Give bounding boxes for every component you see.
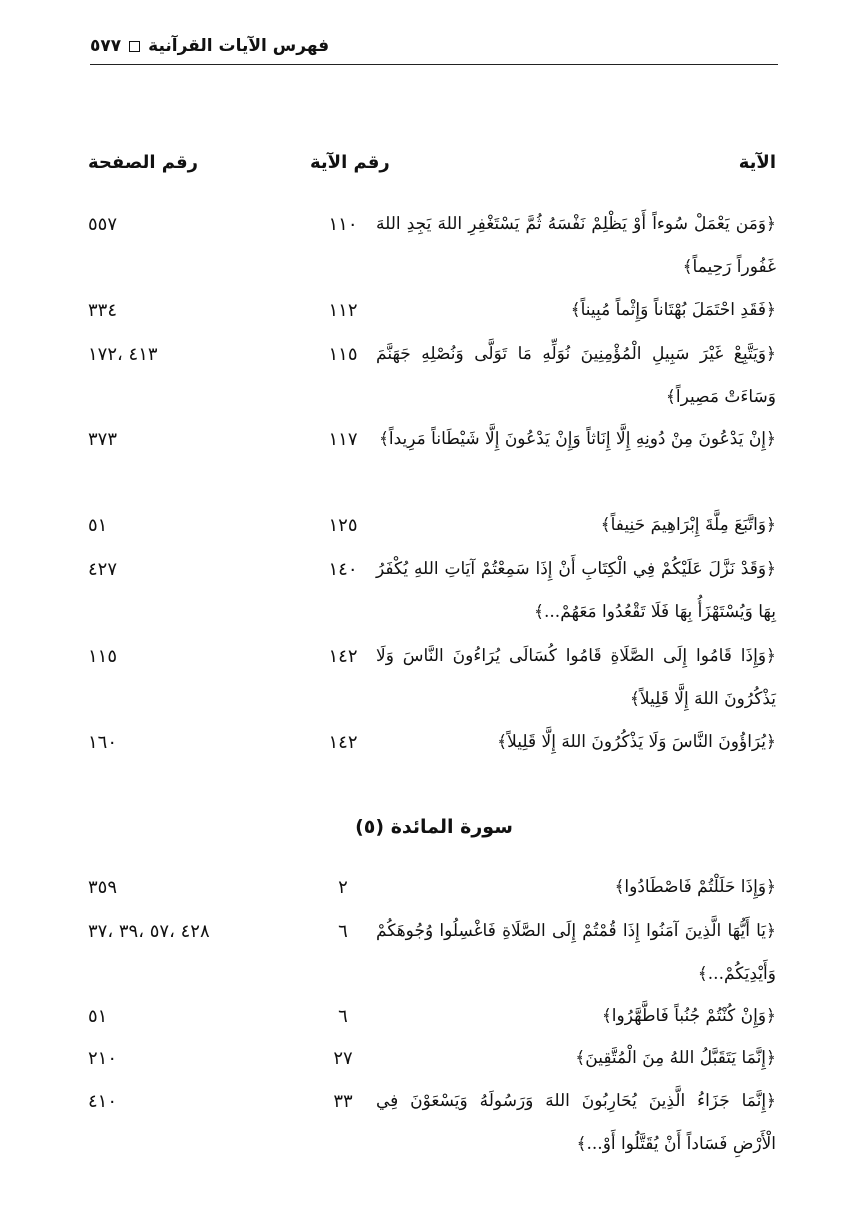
verse-text: ﴿إِنَّمَا يَتَقَبَّلُ اللهُ مِنَ الْمُتَّقِينَ﴾: [575, 1048, 776, 1068]
verse-number: ٦: [338, 1006, 348, 1027]
page-references: ٥٥٧: [88, 214, 118, 235]
page-references: ٤٢٧: [88, 559, 118, 580]
page-references: ٥١: [88, 1006, 108, 1027]
page-references: ٣٧٣: [88, 429, 118, 450]
page-references: ٢١٠: [88, 1048, 118, 1069]
verse-number: ١١٧: [328, 429, 358, 450]
verse-text: ﴿وَيَتَّبِعْ غَيْرَ سَبِيلِ الْمُؤْمِنِينَ نُوَلِّهِ مَا تَوَلَّى وَنُصْلِهِ جَهَنَّمَ وَسَاءَتْ مَصِيراً﴾: [376, 344, 776, 407]
verse-number: ١١٠: [328, 214, 358, 235]
verse-text: ﴿إِنْ يَدْعُونَ مِنْ دُونِهِ إِلَّا إِنَاثاً وَإِنْ يَدْعُونَ إِلَّا شَيْطَاناً مَرِيداً﴾: [378, 429, 776, 449]
page-references: ٣٥٩: [88, 877, 118, 898]
column-header-page-number: رقم الصفحة: [88, 152, 199, 173]
verse-number: ٦: [338, 921, 348, 942]
column-header-verse: الآية: [738, 152, 776, 173]
verse-text: ﴿وَإِذَا قَامُوا إِلَى الصَّلَاةِ قَامُوا كُسَالَى يُرَاءُونَ النَّاسَ وَلَا يَذْكُرُونَ اللهَ إِلَّا قَلِيلاً﴾: [376, 646, 776, 709]
verse-text: ﴿وَإِذَا حَلَلْتُمْ فَاصْطَادُوا﴾: [614, 877, 776, 897]
verse-text: ﴿إِنَّمَا جَزَاءُ الَّذِينَ يُحَارِبُونَ اللهَ وَرَسُولَهُ وَيَسْعَوْنَ فِي الْأَرْضِ فَسَاداً أَنْ يُقَتَّلُوا أَوْ...﴾: [376, 1091, 776, 1154]
running-title: فهرس الآيات القرآنية: [148, 36, 330, 56]
page-references: ٤١٣ ،١٧٢: [88, 344, 158, 365]
verse-text: ﴿يَا أَيُّهَا الَّذِينَ آمَنُوا إِذَا قُمْتُمْ إِلَى الصَّلَاةِ فَاغْسِلُوا وُجُوهَكُمْ وَأَيْدِيَكُمْ...﴾: [376, 921, 776, 984]
page-references: ١١٥: [88, 646, 118, 667]
verse-number: ١٤٢: [328, 646, 358, 667]
running-header: [90, 34, 778, 65]
verse-number: ٢: [338, 877, 348, 898]
running-page-number: ٥٧٧: [90, 36, 122, 56]
page-references: ٣٣٤: [88, 300, 118, 321]
running-header-text: [90, 36, 329, 56]
verse-text: ﴿يُرَاؤُونَ النَّاسَ وَلَا يَذْكُرُونَ اللهَ إِلَّا قَلِيلاً﴾: [497, 732, 776, 752]
verse-text: ﴿وَقَدْ نَزَّلَ عَلَيْكُمْ فِي الْكِتَابِ أَنْ إِذَا سَمِعْتُمْ آيَاتِ اللهِ يُكْفَرُ بِهَا وَيُسْتَهْزَأُ بِهَا فَلَا تَقْعُدُوا مَعَهُمْ...﴾: [376, 559, 776, 622]
verse-number: ١١٢: [328, 300, 358, 321]
verse-text: ﴿فَقَدِ احْتَمَلَ بُهْتَاناً وَإِثْماً مُبِيناً﴾: [570, 300, 776, 320]
column-header-verse-number: رقم الآية: [310, 152, 390, 173]
surah-heading: سورة المائدة (٥): [355, 816, 513, 838]
page-references: ١٦٠: [88, 732, 118, 753]
verse-text: ﴿وَاتَّبَعَ مِلَّةَ إِبْرَاهِيمَ حَنِيفاً﴾: [600, 515, 776, 535]
verse-number: ١٤٢: [328, 732, 358, 753]
verse-number: ٢٧: [333, 1048, 353, 1069]
page-references: ٤١٠: [88, 1091, 118, 1112]
page-references: ٥١: [88, 515, 108, 536]
verse-number: ١٤٠: [328, 559, 358, 580]
square-separator-icon: [129, 41, 140, 52]
verse-text: ﴿وَمَن يَعْمَلْ سُوءاً أَوْ يَظْلِمْ نَفْسَهُ ثُمَّ يَسْتَغْفِرِ اللهَ يَجِدِ اللهَ غَفُوراً رَحِيماً﴾: [376, 214, 776, 277]
verse-text: ﴿وَإِنْ كُنْتُمْ جُنُباً فَاطَّهَّرُوا﴾: [601, 1006, 776, 1026]
verse-number: ١٢٥: [328, 515, 358, 536]
page-references: ٤٢٨ ،٥٧ ،٣٩ ،٣٧: [88, 921, 210, 942]
verse-number: ١١٥: [328, 344, 358, 365]
verse-number: ٣٣: [333, 1091, 353, 1112]
